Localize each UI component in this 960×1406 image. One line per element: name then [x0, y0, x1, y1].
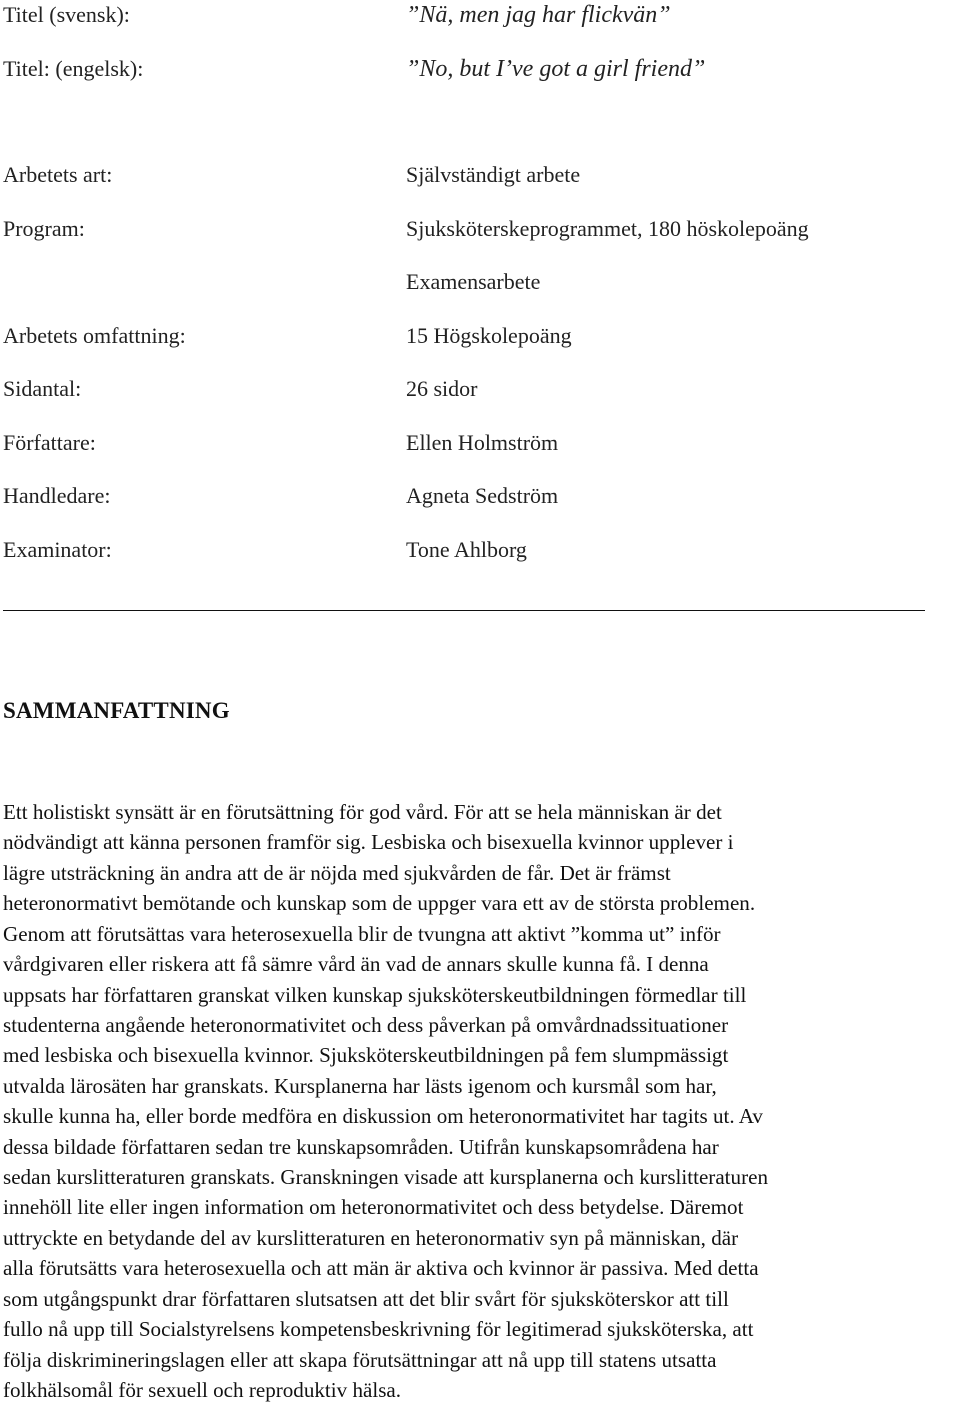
page-count-label: Sidantal:: [3, 376, 82, 401]
program-label: Program:: [3, 216, 85, 241]
summary-body: [3, 797, 958, 1405]
page-count-value: 26 sidor: [406, 376, 478, 401]
title-swedish-value: ”Nä, men jag har flickvän”: [406, 2, 671, 28]
summary-line: uppsats har författaren granskat vilken kunskap sjuksköterskeutbildningen förmedlar till: [3, 982, 747, 1007]
summary-line: studenterna angående heteronormativitet och dess påverkan på omvårdnadssituationer: [3, 1012, 729, 1037]
examiner-value: Tone Ahlborg: [406, 537, 527, 562]
title-swedish-label: Titel (svensk):: [3, 2, 130, 27]
summary-line: med lesbiska och bisexuella kvinnor. Sjuksköterskeutbildningen på fem slumpmässigt: [3, 1043, 729, 1068]
summary-line: nödvändigt att känna personen framför sig. Lesbiska och bisexuella kvinnor upplever i: [3, 830, 734, 855]
summary-line: utvalda lärosäten har granskats. Kursplanerna har lästs igenom och kursmål som har,: [3, 1073, 717, 1098]
scope-label: Arbetets omfattning:: [3, 323, 186, 348]
summary-line: uttryckte en betydande del av kurslitteraturen en heteronormativ syn på människan, där: [3, 1225, 739, 1250]
summary-line: heteronormativt bemötande och kunskap som de uppger vara ett av de största problemen.: [3, 891, 756, 916]
summary-line: lägre utsträckning än andra att de är nöjda med sjukvården de får. Det är främst: [3, 860, 671, 885]
program-value: Sjuksköterskeprogrammet, 180 höskolepoäng: [406, 216, 809, 241]
summary-line: Ett holistiskt synsätt är en förutsättning för god vård. För att se hela människan är det: [3, 800, 722, 824]
summary-line: vårdgivaren eller riskera att få sämre vård än vad de annars skulle kunna få. I denna: [3, 952, 709, 977]
author-label: Författare:: [3, 430, 96, 455]
supervisor-value: Agneta Sedström: [406, 483, 559, 508]
work-type-value: Självständigt arbete: [406, 162, 581, 187]
summary-line: folkhälsomål för sexuell och reproduktiv hälsa.: [3, 1378, 402, 1403]
summary-line: skulle kunna ha, eller borde medföra en diskussion om heteronormativitet har tagits ut. Av: [3, 1104, 763, 1129]
summary-line: som utgångspunkt drar författaren slutsatsen att det blir svårt för sjuksköterskor att till: [3, 1286, 729, 1311]
summary-heading: SAMMANFATTNING: [3, 698, 230, 723]
summary-line: Genom att förutsättas vara heterosexuella blir de tvungna att aktivt ”komma ut” inför: [3, 921, 721, 946]
title-english-label: Titel: (engelsk):: [3, 56, 144, 81]
summary-line: alla förutsätts vara heterosexuella och att män är aktiva och kvinnor är passiva. Med detta: [3, 1256, 759, 1281]
summary-line: dessa bildade författaren sedan tre kunskapsområden. Utifrån kunskapsområdena har: [3, 1134, 719, 1159]
examiner-label: Examinator:: [3, 537, 112, 562]
summary-line: följa diskrimineringslagen eller att skapa förutsättningar att nå upp till statens utsatta: [3, 1347, 717, 1372]
degree-project-value: Examensarbete: [406, 269, 541, 294]
supervisor-label: Handledare:: [3, 483, 111, 508]
summary-line: sedan kurslitteraturen granskats. Granskningen visade att kursplanerna och kurslitteraturen: [3, 1165, 768, 1190]
author-value: Ellen Holmström: [406, 430, 559, 455]
scope-value: 15 Högskolepoäng: [406, 323, 572, 348]
summary-line: innehöll lite eller ingen information om heteronormativitet och dess betydelse. Däremot: [3, 1195, 744, 1220]
title-english-value: ”No, but I’ve got a girl friend”: [406, 56, 706, 82]
summary-line: fullo nå upp till Socialstyrelsens kompetensbeskrivning för legitimerad sjuksköterska, att: [3, 1317, 754, 1342]
work-type-label: Arbetets art:: [3, 162, 113, 187]
section-divider: [3, 610, 925, 611]
